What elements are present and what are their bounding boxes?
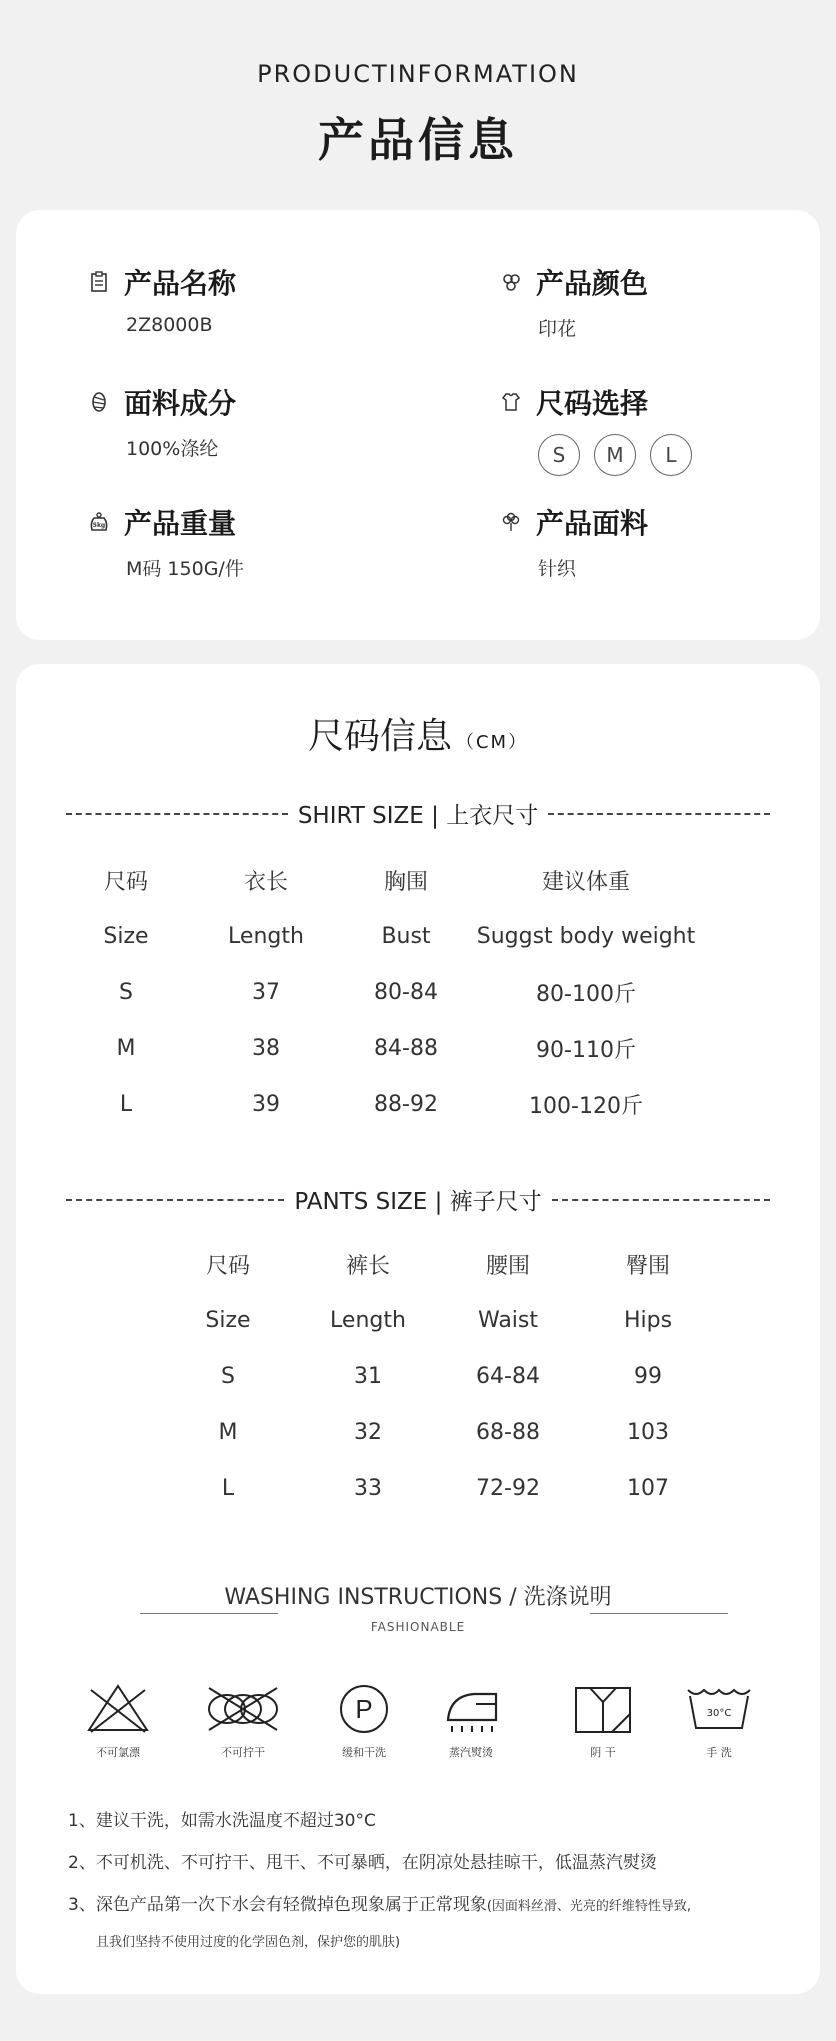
shade-dry-item [548, 1682, 658, 1760]
weight-item [88, 502, 244, 581]
no-wring-item [188, 1682, 298, 1760]
size-options [538, 434, 692, 476]
table-header: Bust [381, 923, 431, 949]
note-3-detail: (因面料丝滑、光亮的纤维特性导致, [486, 1899, 692, 1914]
product-color-title: 产品颜色 [536, 267, 649, 300]
shirt-size-heading [66, 797, 770, 830]
no-bleach-item [63, 1682, 173, 1760]
weight-value: M码 150G/件 [126, 558, 244, 580]
steam-iron-label: 蒸汽熨烫 [449, 1746, 493, 1759]
table-row [66, 1020, 706, 1076]
material-title: 产品面料 [536, 507, 649, 540]
table-row [66, 908, 706, 964]
size-option-s[interactable]: S [538, 434, 580, 476]
palette-icon [500, 271, 522, 293]
product-name-value: 2Z8000B [126, 314, 213, 336]
table-cell: 39 [252, 1091, 280, 1117]
size-info-unit: （CM） [455, 732, 529, 753]
table-row [66, 964, 706, 1020]
table-cell: 88-92 [374, 1091, 438, 1117]
table-cell: 72-92 [476, 1475, 540, 1501]
table-cell: 38 [252, 1035, 280, 1061]
table-cell: S [221, 1363, 235, 1389]
dry-clean-label: 缓和干洗 [342, 1746, 386, 1759]
no-bleach-label: 不可氯漂 [96, 1746, 140, 1759]
table-header: 腰围 [485, 1253, 530, 1279]
steam-iron-item [416, 1682, 526, 1760]
svg-text:P: P [355, 1694, 373, 1724]
table-row [168, 1404, 728, 1460]
table-header: Suggst body weight [476, 923, 696, 949]
table-header: 臀围 [625, 1253, 670, 1279]
table-header: 尺码 [103, 869, 148, 895]
table-cell: 80-100斤 [536, 981, 636, 1007]
svg-text:5kg: 5kg [92, 522, 106, 529]
table-header: 建议体重 [541, 869, 630, 895]
shirt-icon [500, 391, 522, 413]
table-cell: M [218, 1419, 238, 1445]
fabric-title: 面料成分 [124, 387, 237, 420]
hand-wash-item [664, 1682, 774, 1760]
table-row [66, 1076, 706, 1132]
product-color-item [500, 262, 648, 341]
product-info-card [16, 210, 820, 640]
washing-title: WASHING INSTRUCTIONS / 洗涤说明 [224, 1585, 612, 1610]
table-cell: 32 [354, 1419, 382, 1445]
table-cell: 107 [627, 1475, 669, 1501]
table-header: Size [103, 923, 149, 949]
table-cell: 99 [634, 1363, 662, 1389]
note-3-main: 3、深色产品第一次下水会有轻微掉色现象属于正常现象 [68, 1895, 487, 1915]
material-value: 针织 [538, 558, 577, 580]
care-notes [68, 1800, 788, 1958]
table-header: Size [205, 1307, 251, 1333]
weight-icon [88, 511, 110, 533]
table-cell: 33 [354, 1475, 382, 1501]
no-wring-icon [203, 1682, 283, 1736]
steam-iron-icon [436, 1682, 506, 1736]
table-cell: S [119, 979, 133, 1005]
table-row [168, 1460, 728, 1516]
size-option-m[interactable]: M [594, 434, 636, 476]
washing-subtitle: FASHIONABLE [370, 1620, 466, 1634]
yarn-spool-icon [88, 391, 110, 413]
product-name-title: 产品名称 [124, 267, 237, 300]
table-header: Hips [623, 1307, 673, 1333]
table-row [168, 1348, 728, 1404]
note-1: 1、建议干洗，如需水洗温度不超过30°C [68, 1811, 376, 1831]
table-header: Length [330, 1307, 406, 1333]
table-cell: M [116, 1035, 136, 1061]
note-3 [68, 1884, 788, 1928]
table-header: 尺码 [205, 1253, 250, 1279]
size-select-title: 尺码选择 [536, 387, 649, 420]
shade-dry-label: 阴 干 [590, 1746, 616, 1759]
table-header: Length [228, 923, 304, 949]
size-info-label: 尺码信息 [307, 716, 452, 757]
shade-dry-icon [568, 1682, 638, 1736]
table-row [66, 852, 706, 908]
table-cell: L [119, 1091, 133, 1117]
header-en: PRODUCTINFORMATION [257, 60, 579, 88]
table-header: 胸围 [383, 869, 428, 895]
table-header: 裤长 [345, 1253, 390, 1279]
dry-clean-item [309, 1682, 419, 1760]
no-wring-label: 不可拧干 [221, 1746, 265, 1759]
hand-wash-label: 手 洗 [706, 1746, 732, 1759]
fabric-item [88, 382, 236, 461]
weight-title: 产品重量 [124, 507, 237, 540]
cotton-icon [500, 511, 522, 533]
material-item [500, 502, 648, 581]
table-cell: 84-88 [374, 1035, 438, 1061]
table-cell: L [221, 1475, 235, 1501]
fabric-value: 100%涤纶 [126, 438, 219, 460]
pants-size-label: PANTS SIZE | 裤子尺寸 [294, 1189, 542, 1215]
table-row [168, 1292, 728, 1348]
size-select-item [500, 382, 692, 476]
note-3-continuation: 且我们坚持不使用过度的化学固色剂，保护您的肌肤) [96, 1935, 401, 1950]
dry-clean-p-icon [337, 1682, 391, 1736]
hand-wash-icon [684, 1682, 754, 1736]
note-2: 2、不可机洗、不可拧干、甩干、不可暴晒，在阴凉处悬挂晾干，低温蒸汽熨烫 [68, 1853, 657, 1873]
table-cell: 103 [627, 1419, 669, 1445]
page-title: 产品信息 [318, 113, 518, 167]
table-header: 衣长 [243, 869, 288, 895]
clipboard-icon [88, 271, 110, 293]
shirt-size-label: SHIRT SIZE | 上衣尺寸 [297, 803, 539, 829]
table-cell: 31 [354, 1363, 382, 1389]
size-info-title [0, 708, 836, 759]
pants-size-table [168, 1236, 728, 1516]
pants-size-heading [66, 1183, 770, 1216]
table-cell: 80-84 [374, 979, 438, 1005]
size-option-l[interactable]: L [650, 434, 692, 476]
divider [140, 1613, 278, 1614]
table-cell: 100-120斤 [529, 1093, 643, 1119]
table-cell: 68-88 [476, 1419, 540, 1445]
product-name-item [88, 262, 236, 336]
table-cell: 64-84 [476, 1363, 540, 1389]
table-cell: 90-110斤 [536, 1037, 636, 1063]
product-color-value: 印花 [538, 318, 577, 340]
table-cell: 37 [252, 979, 280, 1005]
table-row [168, 1236, 728, 1292]
table-header: Waist [477, 1307, 539, 1333]
divider [590, 1613, 728, 1614]
no-bleach-icon [83, 1682, 153, 1736]
shirt-size-table [66, 852, 706, 1132]
wash-temp-label: 30°C [706, 1708, 732, 1719]
